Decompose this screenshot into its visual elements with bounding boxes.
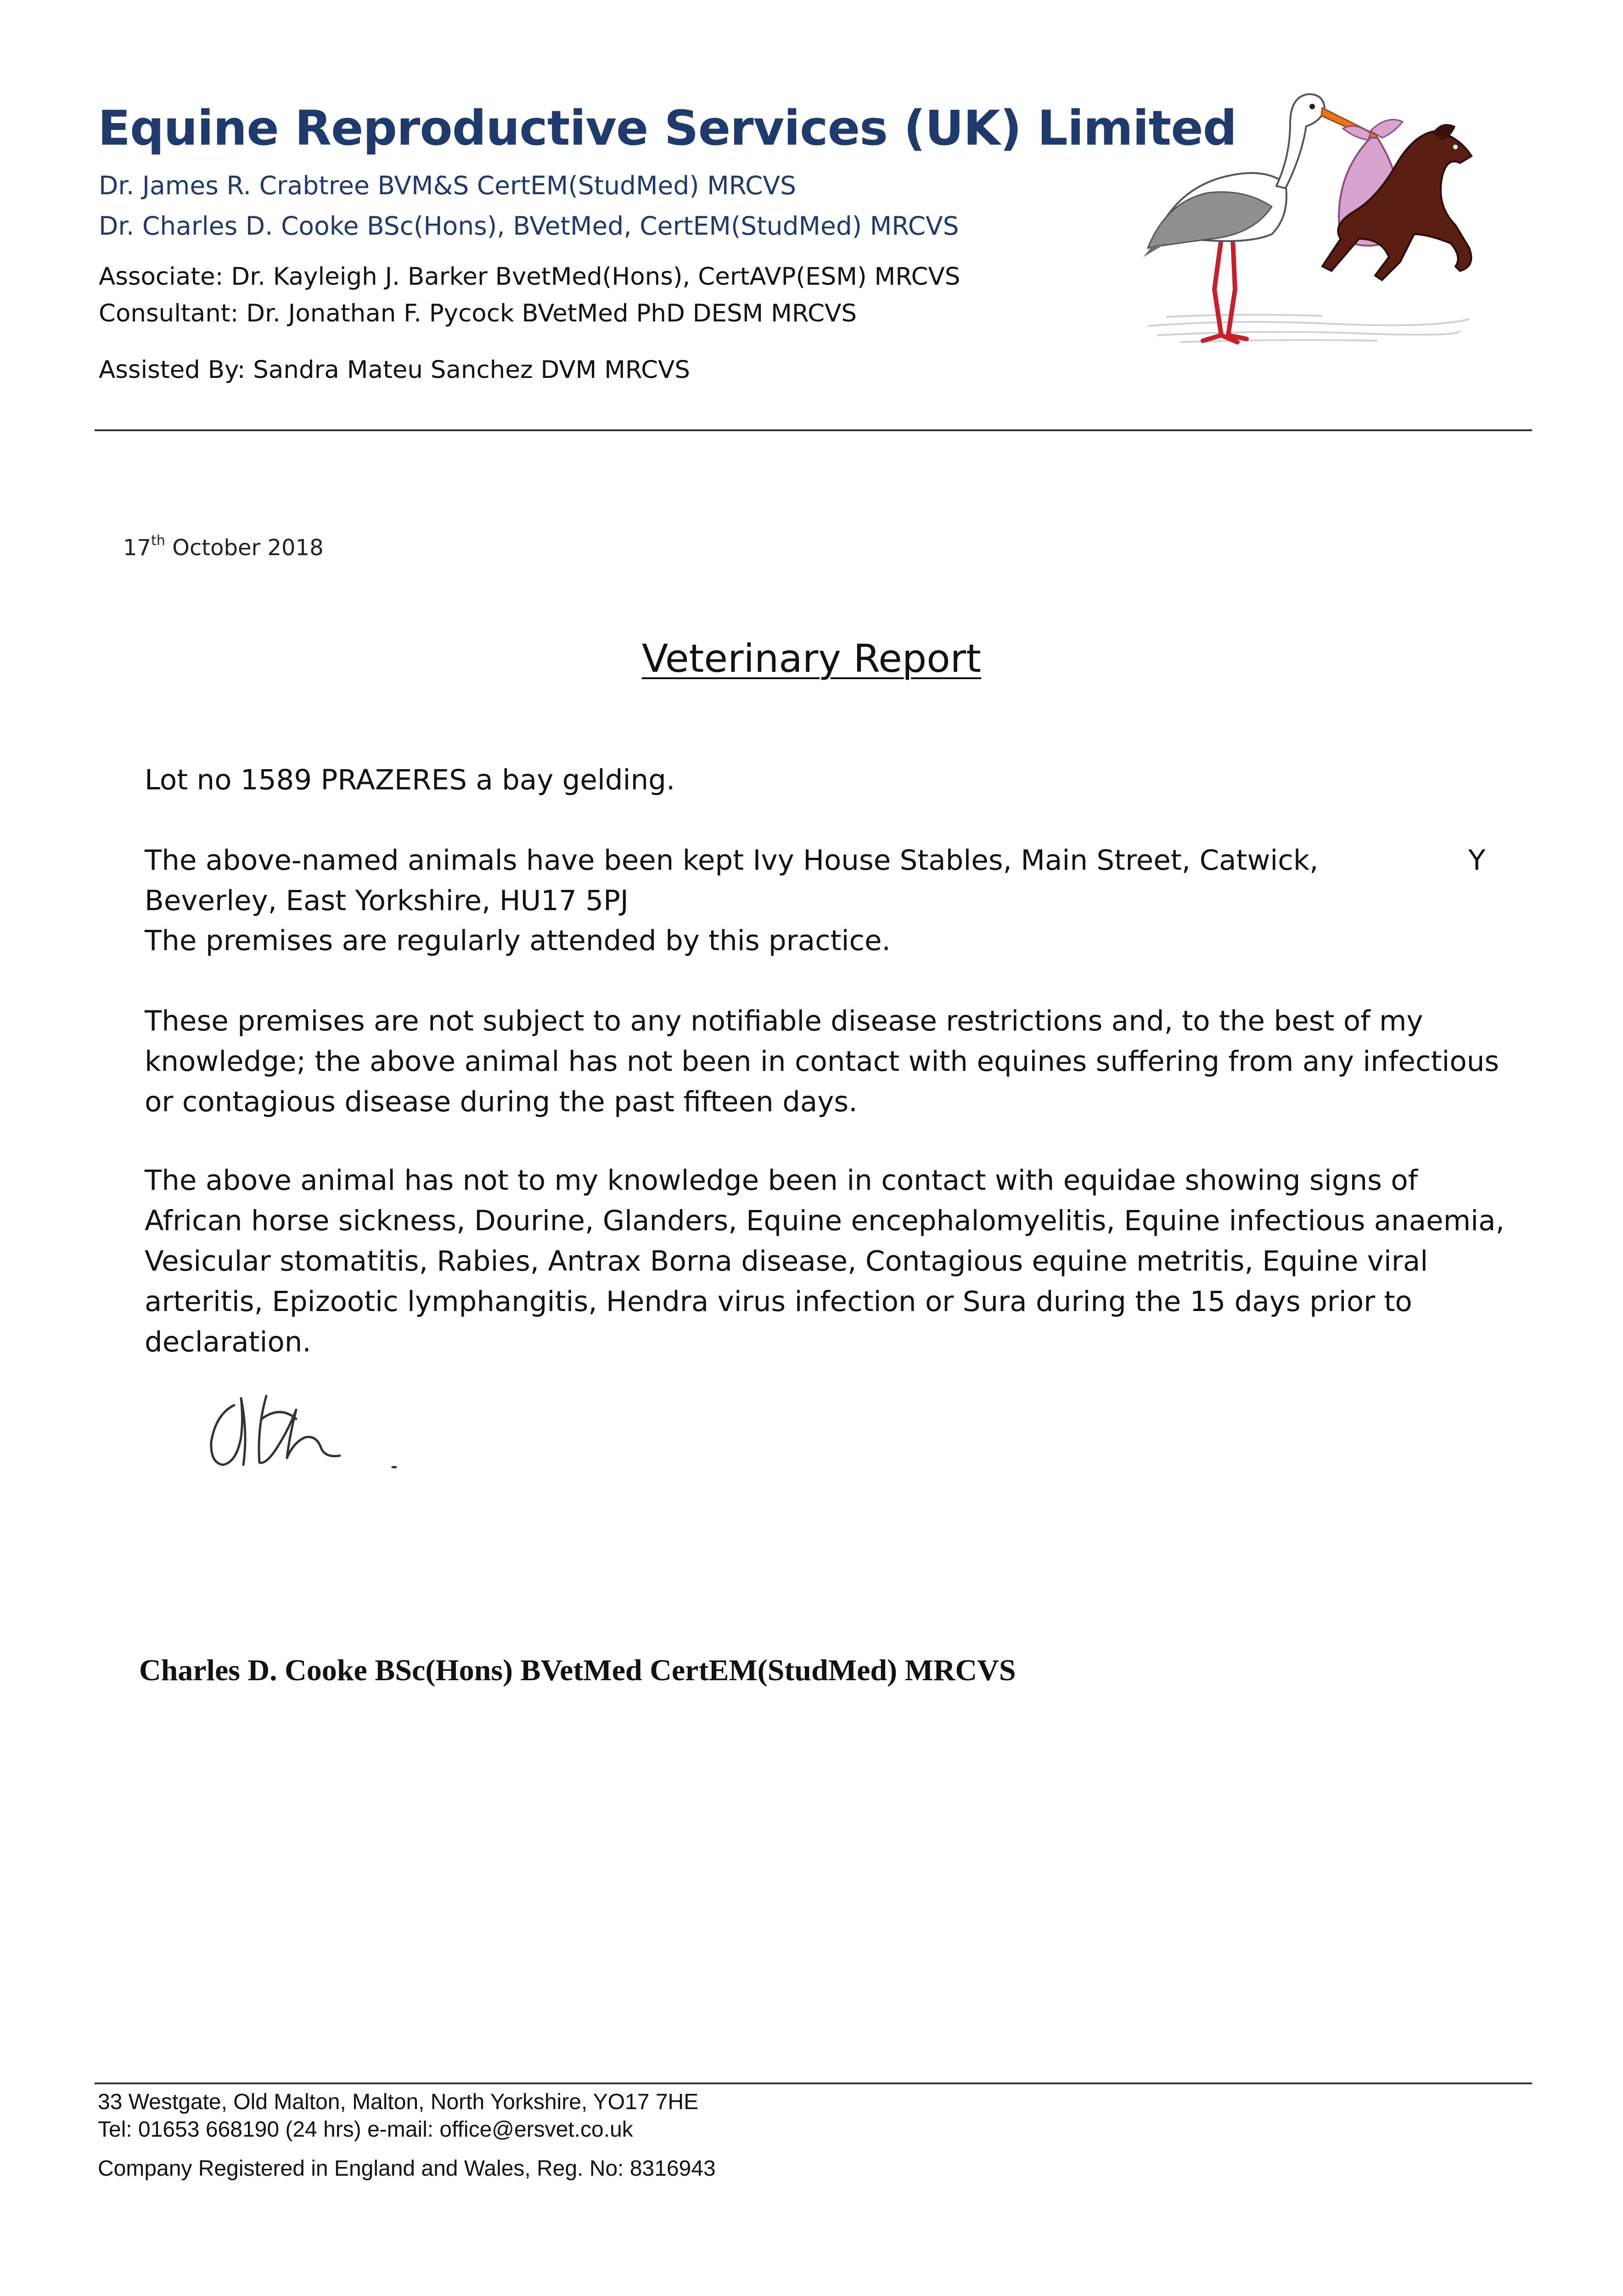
- stray-character: Y: [1468, 844, 1486, 877]
- letter-date: 17th October 2018: [123, 533, 324, 561]
- associate-line: Associate: Dr. Kayleigh J. Barker BvetMed(Hons), CertAVP(ESM) MRCVS: [99, 263, 960, 291]
- signatory-name: Charles D. Cooke BSc(Hons) BVetMed CertEM(StudMed) MRCVS: [139, 1654, 1016, 1687]
- vet-name-cooke: Dr. Charles D. Cooke BSc(Hons), BVetMed, CertEM(StudMed) MRCVS: [99, 211, 959, 241]
- company-name: Equine Reproductive Services (UK) Limited: [98, 100, 1237, 156]
- restrictions-paragraph: These premises are not subject to any notifiable disease restrictions and, to the best of my knowledge; the above animal has not been in contact with equines suffering from any infectious or contagious disease during the past fifteen days.: [145, 1005, 1499, 1118]
- footer-registration: Company Registered in England and Wales, Reg. No: 8316943: [98, 2156, 716, 2181]
- stork-carrying-foal-logo-icon: [1139, 87, 1488, 363]
- declaration-paragraph: The above animal has not to my knowledge been in contact with equidae showing signs of African horse sickness, Dourine, Glanders, Equine encephalomyelitis, Equine infectious anaemia, Vesicular stomatitis, Rabies, Antrax Borna disease, Contagious equine metritis, Equine viral arteritis, Epizootic lymphangitis, Hendra virus infection or Sura during the 15 days prior to declaration.: [145, 1164, 1505, 1358]
- lot-line: Lot no 1589 PRAZERES a bay gelding.: [145, 764, 675, 796]
- footer-contact: Tel: 01653 668190 (24 hrs) e-mail: office@ersvet.co.uk: [98, 2117, 633, 2142]
- assisted-by-line: Assisted By: Sandra Mateu Sanchez DVM MRCVS: [99, 356, 691, 384]
- vet-name-crabtree: Dr. James R. Crabtree BVM&S CertEM(StudMed) MRCVS: [99, 171, 797, 200]
- consultant-line: Consultant: Dr. Jonathan F. Pycock BVetMed PhD DESM MRCVS: [99, 299, 857, 327]
- premises-line: The above-named animals have been kept Ivy House Stables, Main Street, Catwick, Beverley, East Yorkshire, HU17 5PJ: [145, 844, 1319, 917]
- attended-line: The premises are regularly attended by this practice.: [145, 924, 891, 957]
- handwritten-signature-icon: [197, 1378, 418, 1483]
- header-divider: [95, 429, 1532, 431]
- footer-address: 33 Westgate, Old Malton, Malton, North Yorkshire, YO17 7HE: [98, 2090, 699, 2114]
- report-title: Veterinary Report: [641, 636, 982, 681]
- footer-divider: [95, 2082, 1532, 2084]
